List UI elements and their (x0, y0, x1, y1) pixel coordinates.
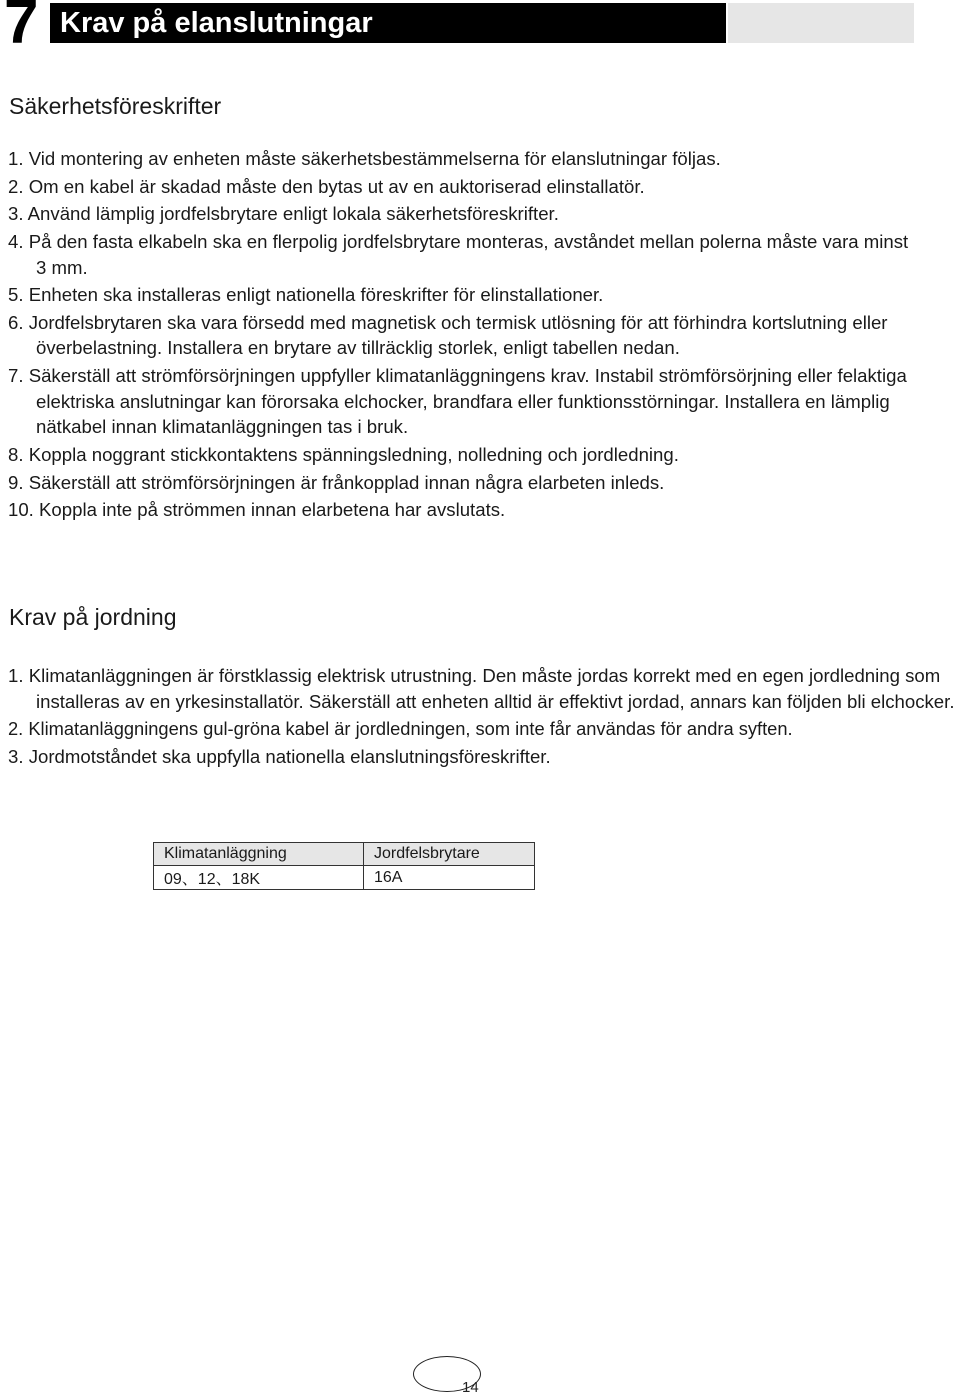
list-item: 8. Koppla noggrant stickkontaktens spänningsledning, nolledning och jordledning. (8, 443, 679, 465)
table-cell: 16A (364, 866, 535, 890)
list-item: 1. Klimatanläggningen är förstklassig elektrisk utrustning. Den måste jordas korrekt med en egen jordledning som installeras av en yrkesinstallatör. Säkerställ att enheten alltid är effektivt jordad, annars kan följden bli elchocker. (8, 665, 955, 712)
list-item: 6. Jordfelsbrytaren ska vara försedd med magnetisk och termisk utlösning för att förhindra kortslutning eller överbelastning. Installera en brytare av tillräcklig storlek, enligt tabellen nedan. (8, 311, 888, 359)
page-title: Krav på elanslutningar (60, 7, 373, 39)
table-cell: 09、12、18K (154, 866, 364, 890)
table-row (154, 866, 535, 890)
title-bar-gray-extension (728, 3, 914, 43)
section-heading-grounding: Krav på jordning (9, 604, 177, 630)
list-item: 2. Klimatanläggningens gul-gröna kabel är jordledningen, som inte får användas för andra syften. (8, 718, 793, 740)
list-item: 2. Om en kabel är skadad måste den bytas ut av en auktoriserad elinstallatör. (8, 175, 645, 197)
safety-list (8, 146, 960, 525)
table-header-cell: Klimatanläggning (154, 843, 364, 866)
list-item: 9. Säkerställ att strömförsörjningen är frånkopplad innan några elarbeten inleds. (8, 471, 665, 493)
list-item: 3. Använd lämplig jordfelsbrytare enligt lokala säkerhetsföreskrifter. (8, 203, 559, 225)
page-number: 14 (462, 1379, 479, 1396)
section-heading-safety: Säkerhetsföreskrifter (9, 93, 222, 119)
table-header-cell: Jordfelsbrytare (364, 843, 535, 866)
list-item: 10. Koppla inte på strömmen innan elarbetena har avslutats. (8, 499, 506, 521)
list-item: 4. På den fasta elkabeln ska en flerpolig jordfelsbrytare monteras, avståndet mellan polerna måste vara minst 3 mm. (8, 231, 909, 278)
list-item: 5. Enheten ska installeras enligt nationella föreskrifter för elinstallationer. (8, 284, 604, 306)
list-item: 3. Jordmotståndet ska uppfylla nationella elanslutningsföreskrifter. (8, 745, 551, 767)
list-item: 7. Säkerställ att strömförsörjningen uppfyller klimatanläggningens krav. Instabil strömförsörjning eller felaktiga elektriska anslutningar kan förorsaka elchocker, brandfara eller funktionsstörningar. Installera en lämplig nätkabel innan klimatanläggningen tas i bruk. (8, 365, 907, 438)
page-title-bar (50, 3, 726, 43)
grounding-list (8, 663, 960, 772)
table-header-row (154, 843, 535, 866)
breaker-table (153, 842, 535, 890)
list-item: 1. Vid montering av enheten måste säkerhetsbestämmelserna för elanslutningar följas. (8, 148, 721, 169)
chapter-number: 7 (4, 0, 37, 57)
